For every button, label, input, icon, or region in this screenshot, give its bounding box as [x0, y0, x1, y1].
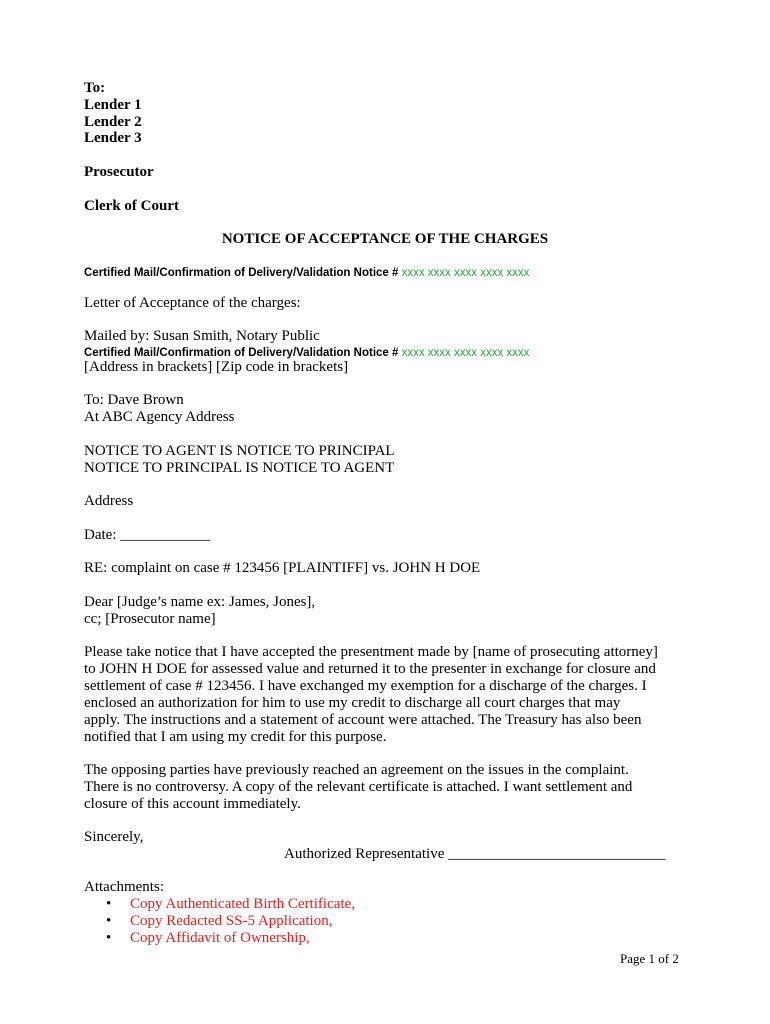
notice-line-2: NOTICE TO PRINCIPAL IS NOTICE TO AGENT — [84, 460, 395, 476]
paragraph-line: closure of this account immediately. — [84, 796, 301, 812]
attachments-list — [84, 896, 355, 947]
certified-label: Certified Mail/Confirmation of Delivery/Validation Notice # — [84, 267, 399, 279]
paragraph-line: The opposing parties have previously reached an agreement on the issues in the complaint. — [84, 762, 629, 778]
certified-label: Certified Mail/Confirmation of Delivery/Validation Notice # — [84, 347, 399, 359]
paragraph-line: Please take notice that I have accepted the presentment made by [name of prosecuting attorney] — [84, 644, 658, 660]
paragraph-line: settlement of case # 123456. I have exchanged my exemption for a discharge of the charges. I — [84, 678, 647, 694]
cc-line: cc; [Prosecutor name] — [84, 611, 216, 627]
salutation: Dear [Judge’s name ex: James, Jones], — [84, 594, 316, 610]
attachment-text: Copy Affidavit of Ownership, — [130, 930, 310, 946]
lender-3: Lender 3 — [84, 130, 142, 146]
list-item — [84, 913, 355, 930]
lender-2: Lender 2 — [84, 114, 142, 130]
paragraph-line: to JOHN H DOE for assessed value and returned it to the presenter in exchange for closure and — [84, 661, 656, 677]
address-brackets: [Address in brackets] [Zip code in brackets] — [84, 359, 349, 375]
mailed-by: Mailed by: Susan Smith, Notary Public — [84, 328, 320, 344]
signature-line: Authorized Representative _____________________________ — [284, 846, 666, 862]
certified-number: xxxx xxxx xxxx xxxx xxxx — [401, 267, 530, 279]
document-title: NOTICE OF ACCEPTANCE OF THE CHARGES — [221, 231, 549, 247]
paragraph-line: There is no controversy. A copy of the relevant certificate is attached. I want settlement and — [84, 779, 633, 795]
attachments-label: Attachments: — [84, 879, 164, 895]
bullet-icon: • — [106, 896, 112, 912]
paragraph-line: notified that I am using my credit for this purpose. — [84, 729, 387, 745]
bullet-icon: • — [106, 913, 112, 929]
prosecutor: Prosecutor — [84, 164, 154, 180]
lender-1: Lender 1 — [84, 97, 142, 113]
bullet-icon: • — [106, 930, 112, 946]
paragraph-line: apply. The instructions and a statement of account were attached. The Treasury has also been — [84, 712, 642, 728]
page-number: Page 1 of 2 — [620, 951, 679, 966]
re-line: RE: complaint on case # 123456 [PLAINTIFF] vs. JOHN H DOE — [84, 560, 481, 576]
body-paragraph-1 — [84, 644, 684, 746]
certified-mail-line-1 — [84, 265, 529, 282]
letter-of-acceptance: Letter of Acceptance of the charges: — [84, 295, 301, 311]
address-line: Address — [84, 493, 134, 509]
to-agent-address: At ABC Agency Address — [84, 409, 235, 425]
to-agent-name: To: Dave Brown — [84, 392, 184, 408]
clerk-of-court: Clerk of Court — [84, 198, 179, 214]
body-paragraph-2 — [84, 762, 684, 813]
closing: Sincerely, — [84, 829, 144, 845]
paragraph-line: enclosed an authorization for him to use my credit to discharge all court charges that may — [84, 695, 621, 711]
notice-line-1: NOTICE TO AGENT IS NOTICE TO PRINCIPAL — [84, 443, 395, 459]
attachment-text: Copy Redacted SS-5 Application, — [130, 913, 333, 929]
list-item — [84, 896, 355, 913]
certified-number: xxxx xxxx xxxx xxxx xxxx — [401, 347, 530, 359]
date-line: Date: ____________ — [84, 527, 211, 543]
to-label: To: — [84, 80, 106, 96]
attachment-text: Copy Authenticated Birth Certificate, — [130, 896, 355, 912]
list-item — [84, 930, 355, 947]
